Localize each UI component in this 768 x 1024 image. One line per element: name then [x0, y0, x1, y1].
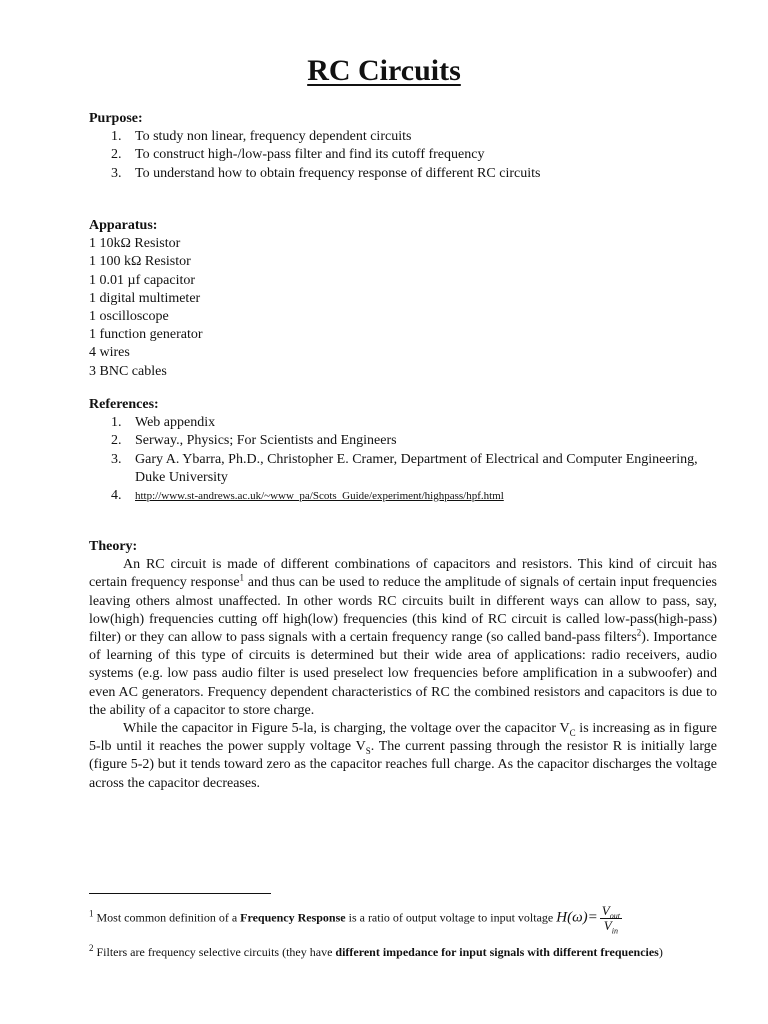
list-item	[89, 432, 717, 450]
footnote-2: $^2$ Filters are frequency selective circuits (they have different impedance for input signals with different frequencies)	[89, 943, 663, 959]
formula-fraction	[600, 903, 622, 936]
list-number: 2.	[111, 147, 122, 163]
apparatus-section	[89, 217, 717, 381]
list-text: To study non linear, frequency dependent circuits	[135, 129, 412, 145]
list-text: Web appendix	[135, 415, 216, 431]
apparatus-item: 1 digital multimeter	[89, 290, 201, 306]
footnote-1: $^1$ Most common definition of a Frequency Response is a ratio of output voltage to input voltage H(ω)= $\frac{V_{out}}{V_{in}}$	[89, 903, 620, 936]
apparatus-heading: Apparatus:	[89, 218, 158, 233]
footnote-bold: different impedance for input signals with different frequencies	[335, 945, 659, 959]
formula-lhs: H(ω)=	[556, 909, 598, 926]
subscript: S	[365, 746, 371, 757]
apparatus-item: 1 0.01 µf capacitor	[89, 272, 196, 288]
list-number: 4.	[111, 488, 122, 504]
list-text: To construct high-/low-pass filter and find its cutoff frequency	[135, 147, 485, 163]
theory-section	[89, 538, 717, 793]
theory-paragraph: While the capacitor in Figure 5-la, is charging, the voltage over the capacitor $V_C$ is increasing as in figure 5-lb until it reaches the power supply voltage $V_S$. The current passing through the resistor R is initially large (figure 5-2) but it tends toward zero as the capacitor reaches full charge. As the capacitor discharges the voltage across the capacitor decreases.	[89, 721, 717, 791]
purpose-heading: Purpose:	[89, 111, 143, 126]
list-item	[89, 451, 717, 487]
list-item	[89, 128, 717, 146]
footnote-mark: 1	[89, 908, 94, 919]
list-number: 3.	[111, 165, 122, 181]
apparatus-item: 4 wires	[89, 345, 130, 361]
list-number: 3.	[111, 451, 122, 467]
theory-heading: Theory:	[89, 539, 138, 554]
references-heading: References:	[89, 397, 159, 412]
list-number: 1.	[111, 129, 122, 145]
apparatus-item: 1 10kΩ Resistor	[89, 236, 181, 252]
theory-paragraph: An RC circuit is made of different combinations of capacitors and resistors. This kind of circuit has certain frequency response$^1$ and thus can be used to reduce the amplitude of signals of certain input frequencies leaving others almost unaffected. In other words RC circuits built in different ways can allow to pass, say, low(high) frequencies cutting off high(low) frequencies (this kind of RC circuit is called low-pass(high-pass) filter) or they can allow to pass signals with a certain frequency range (so called band-pass filters$^2$). Importance of learning of this type of circuits is determined but their wide area of applications: radio receivers, audio systems (e.g. low pass audio filter is used preselect low frequencies before amplification in a subwoofer) and even AC generators. Frequency dependent characteristics of RC the combined resistors and capacitors is due to the ability of a capacitor to store charge.	[89, 557, 718, 718]
apparatus-item: 1 function generator	[89, 327, 203, 343]
apparatus-item: 3 BNC cables	[89, 363, 167, 379]
list-number: 1.	[111, 415, 122, 431]
formula-numerator: $V_{out}$	[601, 903, 620, 921]
list-text: Serway., Physics; For Scientists and Engineers	[135, 433, 397, 449]
purpose-list	[89, 128, 717, 183]
list-item	[89, 165, 717, 183]
footnote-bold: Frequency Response	[240, 910, 346, 925]
reference-link[interactable]: http://www.st-andrews.ac.uk/~www_pa/Scots_Guide/experiment/highpass/hpf.html	[135, 490, 504, 503]
formula-denominator: $V_{in}$	[603, 918, 618, 936]
references-list	[89, 414, 717, 505]
footnote-separator	[89, 893, 271, 894]
list-text: To understand how to obtain frequency response of different RC circuits	[135, 165, 541, 181]
document-title: RC Circuits	[307, 54, 461, 87]
footnote-ref[interactable]: 2	[636, 627, 642, 638]
list-number: 2.	[111, 433, 122, 449]
footnote-mark: 2	[89, 943, 94, 953]
purpose-section	[89, 110, 717, 183]
list-item	[89, 487, 717, 505]
list-text: Gary A. Ybarra, Ph.D., Christopher E. Cramer, Department of Electrical and Computer Engineering, Duke University	[135, 451, 698, 485]
list-item	[89, 414, 717, 432]
list-item	[89, 146, 717, 164]
subscript: C	[569, 727, 576, 738]
apparatus-item: 1 100 kΩ Resistor	[89, 254, 191, 270]
apparatus-item: 1 oscilloscope	[89, 309, 169, 325]
references-section	[89, 396, 717, 505]
footnote-ref[interactable]: 1	[239, 572, 245, 583]
